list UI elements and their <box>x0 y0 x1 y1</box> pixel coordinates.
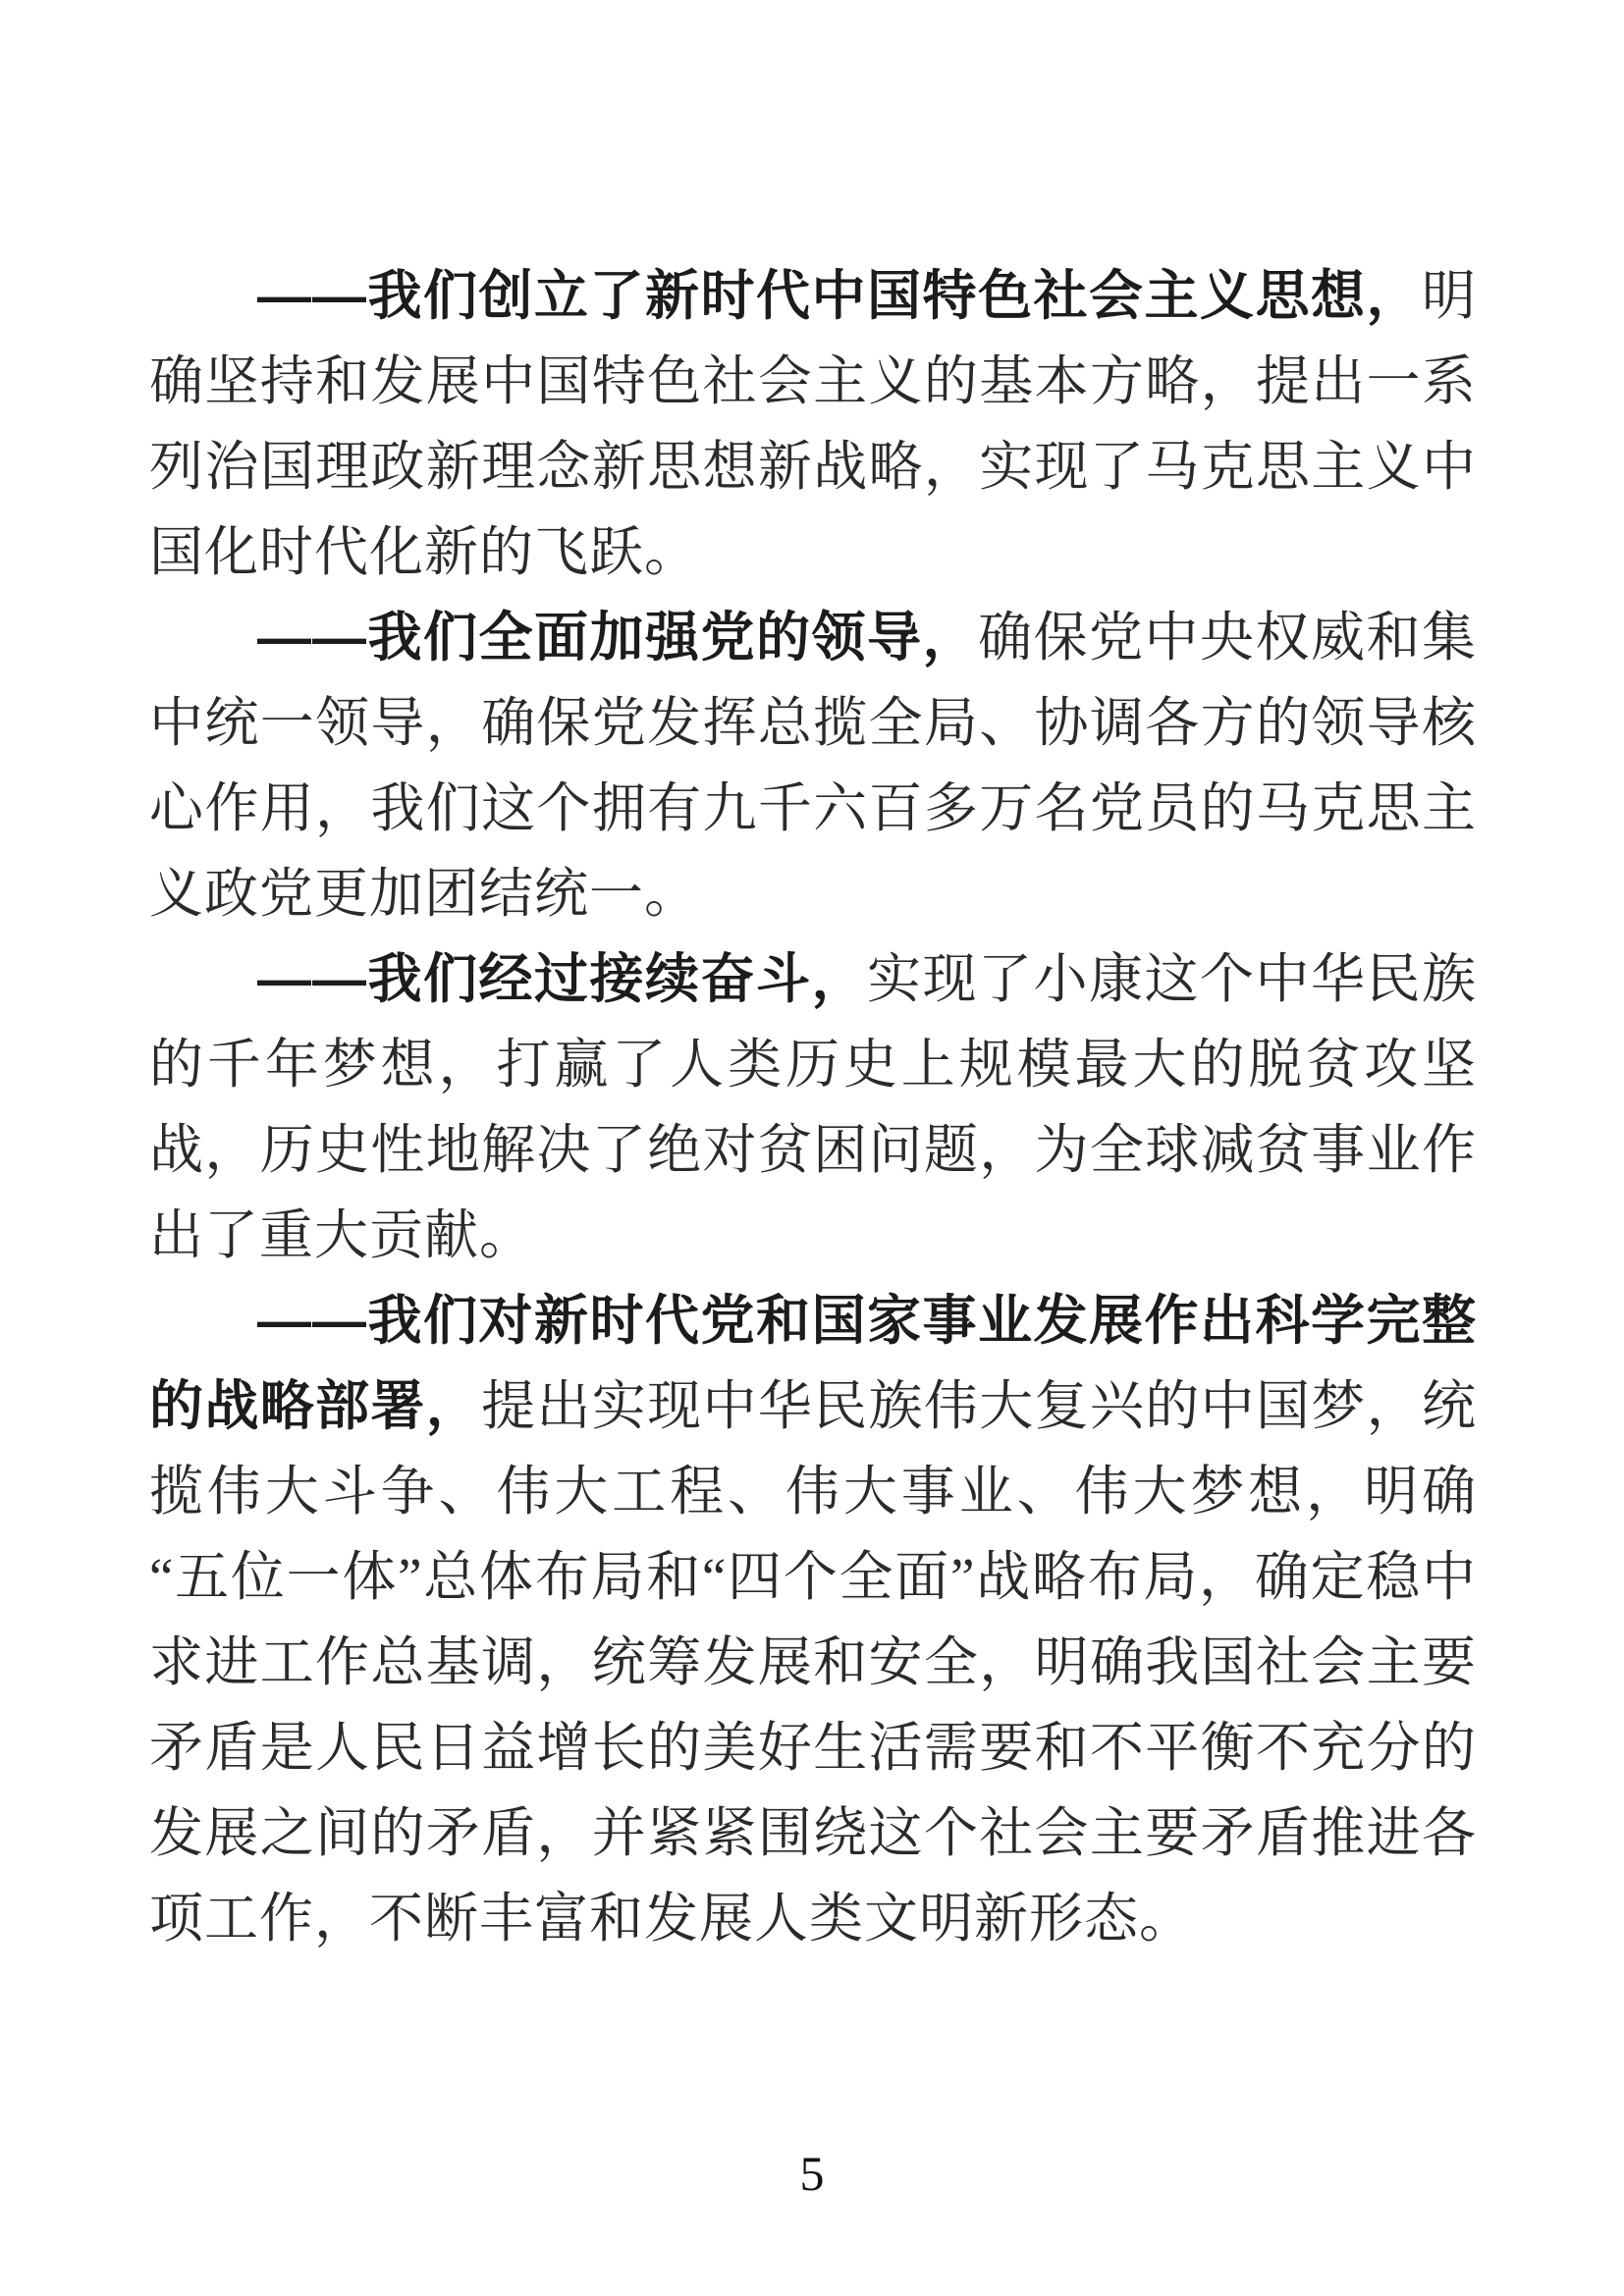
paragraph <box>149 595 1477 936</box>
paragraph-lead: ——我们创立了新时代中国特色社会主义思想， <box>257 265 1422 326</box>
paragraph-body: 明确坚持和发展中国特色社会主义的基本方略，提出一系列治国理政新理念新思想新战略，实现了马克思主义中国化时代化新的飞跃。 <box>149 266 1477 582</box>
paragraph-body: 实现了小康这个中华民族的千年梦想，打赢了人类历史上规模最大的脱贫攻坚战，历史性地解决了绝对贫困问题，为全球减贫事业作出了重大贡献。 <box>149 949 1477 1265</box>
paragraph <box>149 1278 1477 1961</box>
paragraph-body: 确保党中央权威和集中统一领导，确保党发挥总揽全局、协调各方的领导核心作用，我们这个拥有九千六百多万名党员的马克思主义政党更加团结统一。 <box>149 608 1477 924</box>
paragraph-lead: ——我们全面加强党的领导， <box>257 607 978 667</box>
paragraph <box>149 936 1477 1278</box>
paragraph-lead: ——我们经过接续奋斗， <box>257 948 867 1009</box>
paragraph <box>149 253 1477 595</box>
paragraph-body: 提出实现中华民族伟大复兴的中国梦，统揽伟大斗争、伟大工程、伟大事业、伟大梦想，明确“五位一体”总体布局和“四个全面”战略布局，确定稳中求进工作总基调，统筹发展和安全，明确我国社会主要矛盾是人民日益增长的美好生活需要和不平衡不充分的发展之间的矛盾，并紧紧围绕这个社会主要矛盾推进各项工作，不断丰富和发展人类文明新形态。 <box>149 1376 1477 1949</box>
document-body <box>149 253 1477 1961</box>
page-number: 5 <box>799 2146 825 2201</box>
paragraph-lead: ——我们对新时代党和国家事业发展作出科学完整的战略部署， <box>149 1290 1477 1436</box>
